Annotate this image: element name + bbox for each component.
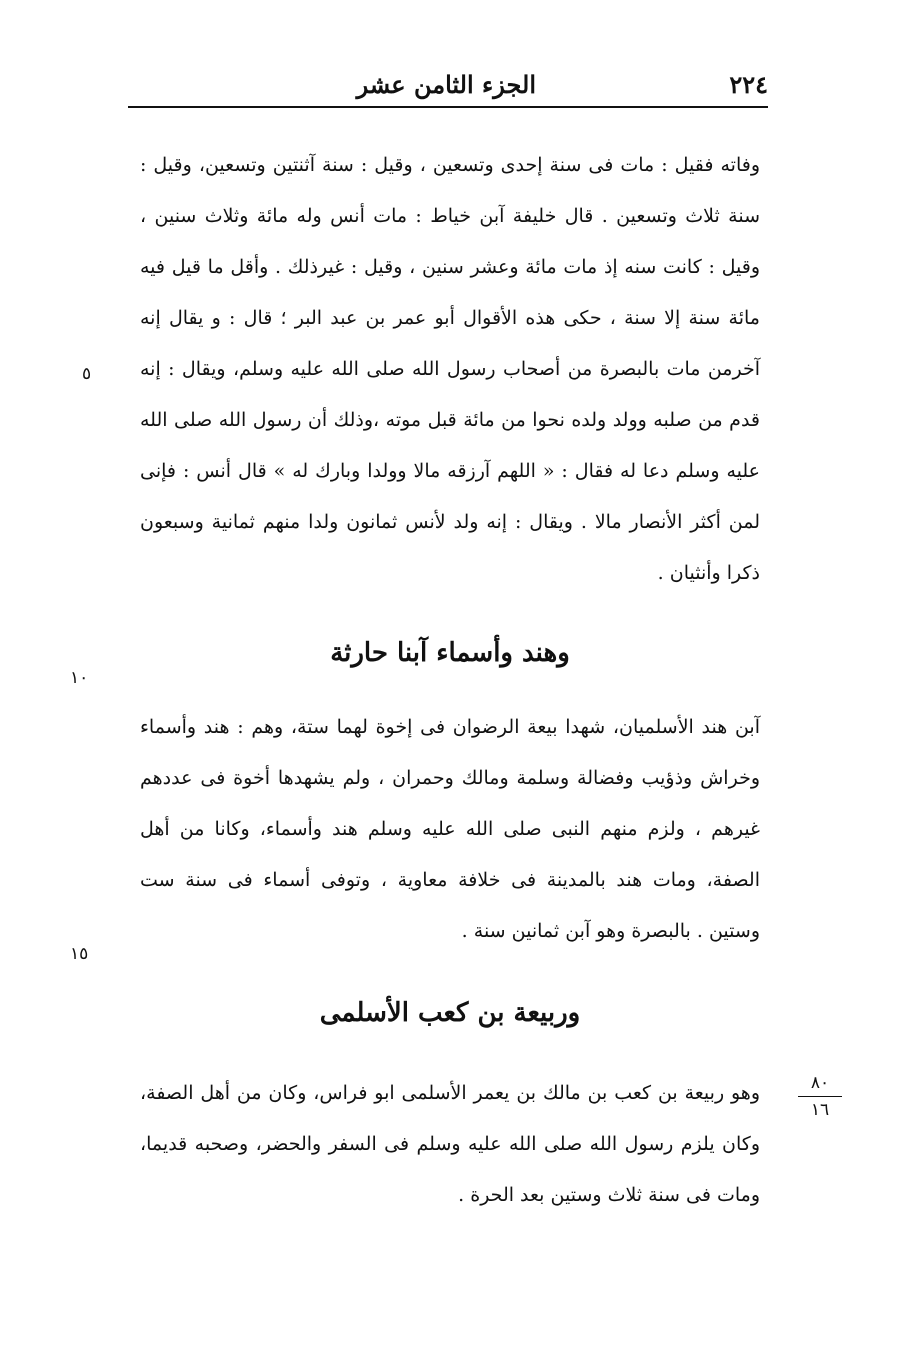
marginal-reference-top: ٨٠ <box>810 1073 830 1093</box>
page-number: ٢٢٤ <box>729 70 768 99</box>
paragraph-hind-asma: آبن هند الأسلميان، شهدا بيعة الرضوان فى إخوة لهما ستة، وهم : هند وأسماء وخراش وذؤيب وفضالة وسلمة ومالك وحمران ، ولم يشهدها أخوة فى عددهم غيرهم ، ولزم منهم النبى صلى الله عليه وسلم هند وأسماء، وكانا من أهل الصفة، ومات هند بالمدينة فى خلافة معاوية ، وتوفى أسماء فى سنة ست وستين . بالبصرة وهو آبن ثمانين سنة . <box>140 716 760 942</box>
marginal-reference-bottom: ١٦ <box>810 1100 830 1120</box>
section-heading-hind-asma: وهند وأسماء آبنا حارثة <box>330 638 570 668</box>
margin-line-number-10: ١٠ <box>70 668 89 688</box>
marginal-reference-rule <box>798 1096 842 1097</box>
running-title: الجزء الثامن عشر <box>356 70 536 99</box>
paragraph-anas-death: وفاته فقيل : مات فى سنة إحدى وتسعين ، وقيل : سنة آثنتين وتسعين، وقيل : سنة ثلاث وتسعين . قال خليفة آبن خياط : مات أنس وله مائة وثلاث سنين ، وقيل : كانت سنه إذ مات مائة وعشر سنين ، وقيل : غيرذلك . وأقل ما قيل فيه مائة سنة إلا سنة ، حكى هذه الأقوال أبو عمر بن عبد البر ؛ قال : و يقال إنه آخرمن مات بالبصرة من أصحاب رسول الله صلى الله عليه وسلم، ويقال : إنه قدم من صلبه وولد ولده نحوا من مائة قبل موته ،وذلك أن رسول الله صلى الله عليه وسلم دعا له فقال : « اللهم آرزقه مالا وولدا وبارك له » قال أنس : فإنى لمن أكثر الأنصار مالا . ويقال : إنه ولد لأنس ثمانون ولدا منهم ثمانية وسبعون ذكرا وأنثيان . <box>140 154 760 584</box>
margin-line-number-5: ٥ <box>82 364 92 384</box>
margin-line-number-15: ١٥ <box>70 944 89 964</box>
paragraph-rabia: وهو ربيعة بن كعب بن مالك بن يعمر الأسلمى ابو فراس، وكان من أهل الصفة، وكان يلزم رسول الله صلى الله عليه وسلم فى السفر والحضر، وصحبه قديما، ومات فى سنة ثلاث وستين بعد الحرة . <box>140 1082 760 1206</box>
page-header <box>128 62 768 108</box>
marginal-reference <box>798 1072 842 1121</box>
section-heading-rabia: وربيعة بن كعب الأسلمى <box>319 998 581 1028</box>
header-rule <box>128 106 768 108</box>
